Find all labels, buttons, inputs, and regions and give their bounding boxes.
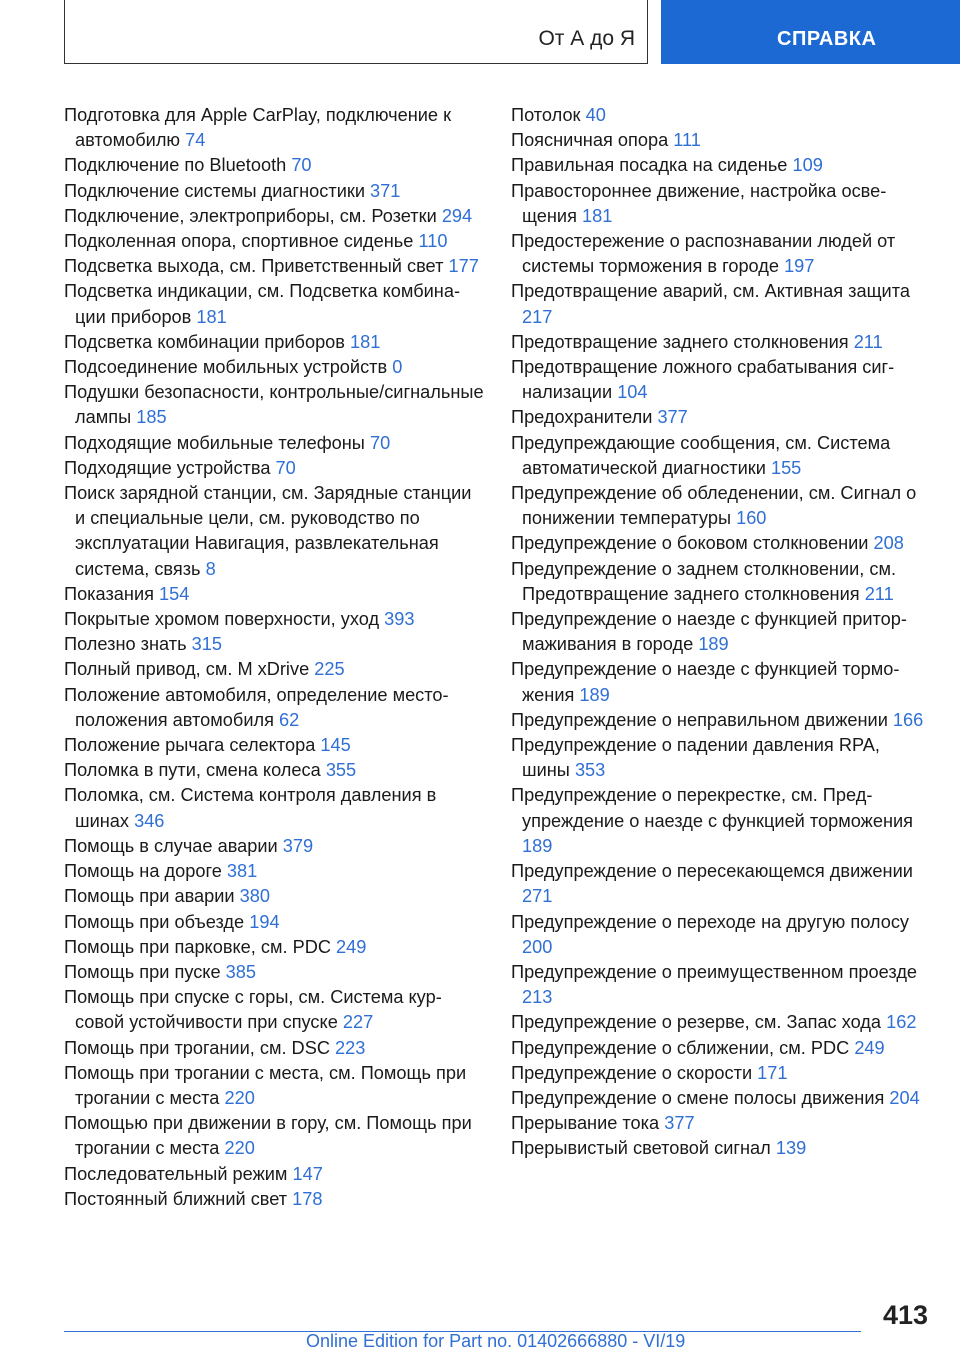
index-entry bbox=[511, 330, 931, 355]
index-entry-page-link[interactable]: 0 bbox=[392, 357, 403, 378]
index-entry-text: Помощь при пуске bbox=[64, 961, 221, 982]
index-entry-text: Помощь в случае аварии bbox=[64, 835, 278, 856]
index-entry bbox=[511, 279, 931, 329]
index-entry-text: Положение рычага селектора bbox=[64, 735, 316, 756]
index-entry bbox=[64, 683, 484, 733]
index-entry bbox=[511, 405, 931, 430]
index-entry-text: Предотвращение заднего столкновения bbox=[511, 331, 849, 352]
index-entry-text: Прерывистый световой сигнал bbox=[511, 1138, 771, 1159]
index-entry-page-link[interactable]: 204 bbox=[889, 1087, 920, 1108]
index-entry bbox=[64, 1187, 484, 1212]
index-entry-text: Помощью при движении в гору, см. Помощь при трогании с места bbox=[64, 1113, 472, 1159]
index-entry-page-link[interactable]: 211 bbox=[864, 583, 894, 604]
index-entry bbox=[64, 607, 484, 632]
index-entry-page-link[interactable]: 353 bbox=[574, 760, 606, 781]
index-entry bbox=[64, 1111, 484, 1161]
index-entry-text: Поиск зарядной станции, см. Зарядные станции и специальные цели, см. руководство по эксплуатации Навигация, развлекательная система, связь bbox=[64, 483, 472, 579]
index-entry-page-link[interactable]: 249 bbox=[854, 1037, 885, 1058]
index-entry bbox=[511, 960, 931, 1010]
index-entry-page-link[interactable]: 171 bbox=[757, 1062, 788, 1083]
index-column-left bbox=[64, 103, 484, 1212]
index-column-right bbox=[511, 103, 931, 1162]
index-entry bbox=[511, 1136, 931, 1161]
index-entry bbox=[64, 1036, 484, 1061]
index-entry bbox=[511, 1036, 931, 1061]
index-entry-text: Подсветка индикации, см. Подсветка комбинации приборов bbox=[64, 281, 461, 327]
index-entry bbox=[64, 330, 484, 355]
index-entry bbox=[511, 481, 931, 531]
index-entry-text: Предохранители bbox=[511, 407, 653, 428]
index-entry-page-link[interactable]: 220 bbox=[224, 1087, 255, 1108]
index-entry-page-link[interactable]: 197 bbox=[784, 256, 815, 277]
index-entry-page-link[interactable]: 160 bbox=[736, 508, 767, 529]
index-entry-text: Предупреждающие сообщения, см. Система автоматической диагностики bbox=[511, 432, 891, 478]
index-entry-text: Постоянный ближний свет bbox=[64, 1188, 288, 1209]
index-entry-text: Подходящие мобильные телефоны bbox=[64, 432, 365, 453]
index-entry-page-link[interactable]: 385 bbox=[225, 961, 257, 982]
index-entry-text: Предупреждение о сближении, см. PDC bbox=[511, 1037, 850, 1058]
index-entry bbox=[511, 355, 931, 405]
index-entry-text: Предупреждение о пересекающемся движении bbox=[511, 861, 913, 882]
index-entry bbox=[511, 910, 931, 960]
index-entry bbox=[64, 582, 484, 607]
index-entry-page-link[interactable]: 371 bbox=[370, 180, 401, 201]
index-entry-page-link[interactable]: 211 bbox=[853, 331, 883, 352]
index-entry-page-link[interactable]: 189 bbox=[698, 634, 729, 655]
index-entry-text: Потолок bbox=[511, 105, 581, 125]
index-entry-page-link[interactable]: 294 bbox=[441, 205, 473, 226]
index-entry-text: Предотвращение ложного срабатывания сигнализации bbox=[511, 357, 895, 403]
index-entry bbox=[511, 1010, 931, 1035]
index-entry-page-link[interactable]: 380 bbox=[239, 886, 271, 907]
index-entry-text: Подсоединение мобильных устройств bbox=[64, 357, 388, 378]
index-entry-page-link[interactable]: 162 bbox=[886, 1012, 917, 1033]
tab-help-label: СПРАВКА bbox=[777, 28, 877, 50]
index-entry-page-link[interactable]: 189 bbox=[522, 835, 553, 856]
index-entry-page-link[interactable]: 181 bbox=[196, 306, 227, 327]
tab-a-to-z-label: От А до Я bbox=[538, 27, 635, 50]
index-entry-text: Помощь при спуске с горы, см. Система курсовой устойчивости при спуске bbox=[64, 987, 442, 1033]
index-entry bbox=[64, 229, 484, 254]
index-entry-page-link[interactable]: 315 bbox=[191, 634, 222, 655]
index-entry-page-link[interactable]: 220 bbox=[224, 1138, 255, 1159]
index-entry bbox=[64, 910, 484, 935]
index-entry-text: Поломка в пути, смена колеса bbox=[64, 760, 321, 781]
index-entry-page-link[interactable]: 104 bbox=[617, 382, 648, 403]
index-entry-page-link[interactable]: 213 bbox=[522, 987, 553, 1008]
index-entry bbox=[511, 1086, 931, 1111]
index-entry-text: Подходящие устройства bbox=[64, 457, 271, 478]
tab-a-to-z[interactable] bbox=[64, 0, 648, 64]
index-entry bbox=[64, 204, 484, 229]
footer-edition: Online Edition for Part no. 01402666880 - VI/19 bbox=[306, 1331, 686, 1351]
index-entry-text: Предупреждение о падении давления RPA, шины bbox=[511, 735, 880, 781]
index-entry bbox=[64, 179, 484, 204]
index-entry-text: Поясничная опора bbox=[511, 130, 669, 151]
index-entry-page-link[interactable]: 177 bbox=[448, 256, 479, 277]
index-entry-page-link[interactable]: 8 bbox=[205, 558, 216, 579]
index-entry bbox=[64, 657, 484, 682]
index-entry-page-link[interactable]: 154 bbox=[159, 583, 190, 604]
index-entry bbox=[64, 1162, 484, 1187]
index-entry bbox=[511, 607, 931, 657]
index-entry-page-link[interactable]: 217 bbox=[522, 306, 553, 327]
index-entry-page-link[interactable]: 185 bbox=[136, 407, 167, 428]
index-entry-page-link[interactable]: 189 bbox=[579, 684, 610, 705]
index-entry bbox=[511, 1111, 931, 1136]
index-entry bbox=[511, 557, 931, 607]
index-entry bbox=[64, 834, 484, 859]
index-entry-text: Показания bbox=[64, 583, 154, 604]
index-entry-text: Предотвращение аварий, см. Активная защита bbox=[511, 281, 910, 302]
index-entry-page-link[interactable]: 379 bbox=[282, 835, 314, 856]
index-entry-text: Помощь при объезде bbox=[64, 911, 245, 932]
index-entry bbox=[511, 657, 931, 707]
index-entry-text: Подготовка для Apple CarPlay, подключение к автомобилю bbox=[64, 105, 452, 151]
index-entry-text: Помощь при трогании, см. DSC bbox=[64, 1037, 330, 1058]
index-entry-text: Поломка, см. Система контроля давления в шинах bbox=[64, 785, 437, 831]
index-entry bbox=[64, 985, 484, 1035]
index-entry-page-link[interactable]: 200 bbox=[522, 936, 553, 957]
index-entry-page-link[interactable]: 178 bbox=[292, 1188, 323, 1209]
index-entry-page-link[interactable]: 346 bbox=[134, 810, 165, 831]
index-entry-page-link[interactable]: 181 bbox=[582, 205, 613, 226]
index-entry-page-link[interactable]: 393 bbox=[384, 609, 415, 630]
index-entry bbox=[511, 431, 931, 481]
tab-help[interactable] bbox=[661, 0, 960, 64]
index-entry-text: Предупреждение о скорости bbox=[511, 1062, 753, 1083]
index-entry-page-link[interactable]: 355 bbox=[325, 760, 357, 781]
index-entry bbox=[64, 355, 484, 380]
header bbox=[0, 0, 960, 66]
index-entry-page-link[interactable]: 70 bbox=[369, 432, 391, 453]
index-entry bbox=[64, 884, 484, 909]
index-entry-page-link[interactable]: 147 bbox=[292, 1163, 323, 1184]
index-entry bbox=[64, 935, 484, 960]
index-entry-page-link[interactable]: 139 bbox=[775, 1138, 807, 1159]
index-entry-text: Помощь на дороге bbox=[64, 861, 222, 882]
index-entry bbox=[64, 758, 484, 783]
index-entry-text: Предупреждение о смене полосы движения bbox=[511, 1087, 885, 1108]
index-entry bbox=[64, 783, 484, 833]
index-entry-page-link[interactable]: 194 bbox=[249, 911, 280, 932]
index-entry bbox=[511, 859, 931, 909]
index-entry bbox=[511, 708, 931, 733]
index-entry-page-link[interactable]: 40 bbox=[585, 105, 606, 125]
index-entry bbox=[64, 103, 484, 153]
index-entry bbox=[64, 254, 484, 279]
index-entry-text: Покрытые хромом поверхности, уход bbox=[64, 609, 380, 630]
index-entry-text: Правильная посадка на сиденье bbox=[511, 155, 788, 176]
index-entry-page-link[interactable]: 166 bbox=[892, 709, 924, 730]
index-entry bbox=[64, 153, 484, 178]
index-entry-text: Положение автомобиля, определение местоположения автомобиля bbox=[64, 684, 449, 730]
index-entry bbox=[64, 960, 484, 985]
index-entry-page-link[interactable]: 70 bbox=[291, 155, 312, 176]
index-entry-page-link[interactable]: 145 bbox=[320, 735, 351, 756]
index-entry-text: Предупреждение о преимущественном проезде bbox=[511, 961, 918, 982]
index-entry bbox=[511, 103, 931, 128]
index-entry-text: Правостороннее движение, настройка освещения bbox=[511, 180, 887, 226]
index-entry-text: Предостережение о распознавании людей от системы торможения в городе bbox=[511, 231, 896, 277]
index-entry-text: Предупреждение об обледенении, см. Сигнал о понижении температуры bbox=[511, 483, 917, 529]
index-entry-text: Помощь при аварии bbox=[64, 886, 235, 907]
index-entry bbox=[511, 179, 931, 229]
index-entry-page-link[interactable]: 271 bbox=[522, 886, 553, 907]
index-entry-page-link[interactable]: 111 bbox=[673, 130, 701, 151]
index-entry-text: Подключение по Bluetooth bbox=[64, 155, 287, 176]
index-entry-page-link[interactable]: 110 bbox=[418, 231, 448, 252]
index-entry-page-link[interactable]: 225 bbox=[314, 659, 345, 680]
index-entry-page-link[interactable]: 223 bbox=[335, 1037, 366, 1058]
index-entry-page-link[interactable]: 377 bbox=[664, 1113, 695, 1134]
index-entry-text: Подключение, электроприборы, см. Розетки bbox=[64, 205, 437, 226]
index-entry-page-link[interactable]: 249 bbox=[336, 936, 367, 957]
index-entry-text: Предупреждение о неправильном движении bbox=[511, 709, 888, 730]
index-entry-page-link[interactable]: 208 bbox=[873, 533, 904, 554]
index-entry-text: Предупреждение о заднем столкновении, см. Предотвращение заднего столкновения bbox=[511, 558, 897, 604]
page-number: 413 bbox=[882, 1300, 928, 1330]
index-entry-page-link[interactable]: 155 bbox=[770, 457, 802, 478]
index-entry-text: Предупреждение о наезде с функцией притормаживания в городе bbox=[511, 609, 907, 655]
index-entry-text: Предупреждение о переходе на другую полосу bbox=[511, 911, 910, 932]
index-entry bbox=[511, 531, 931, 556]
index-entry-text: Полезно знать bbox=[64, 634, 187, 655]
index-entry bbox=[64, 456, 484, 481]
index-entry-text: Прерывание тока bbox=[511, 1113, 660, 1134]
index-entry bbox=[511, 153, 931, 178]
index-entry bbox=[511, 128, 931, 153]
index-entry-text: Предупреждение о резерве, см. Запас хода bbox=[511, 1012, 882, 1033]
index-entry-page-link[interactable]: 62 bbox=[279, 709, 300, 730]
index-entry-text: Полный привод, см. M xDrive bbox=[64, 659, 310, 680]
index-entry bbox=[64, 1061, 484, 1111]
index-entry bbox=[64, 431, 484, 456]
index-entry bbox=[64, 481, 484, 582]
index-entry-text: Помощь при трогании с места, см. Помощь при трогании с места bbox=[64, 1062, 467, 1108]
index-entry-page-link[interactable]: 181 bbox=[350, 331, 381, 352]
index-entry bbox=[64, 380, 484, 430]
index-entry-page-link[interactable]: 377 bbox=[657, 407, 688, 428]
index-entry-page-link[interactable]: 109 bbox=[792, 155, 823, 176]
index-entry-page-link[interactable]: 70 bbox=[275, 457, 296, 478]
index-entry-text: Последовательный режим bbox=[64, 1163, 288, 1184]
index-entry bbox=[64, 733, 484, 758]
index-entry-text: Подсветка выхода, см. Приветственный свет bbox=[64, 256, 444, 277]
index-entry-text: Подушки безопасности, контрольные/сигнальные лампы bbox=[64, 382, 484, 428]
index-entry-text: Подключение системы диагностики bbox=[64, 180, 365, 201]
index-entry bbox=[511, 733, 931, 783]
index-entry-text: Предупреждение о перекрестке, см. Предупреждение о наезде с функцией торможения bbox=[511, 785, 914, 831]
index-entry-text: Подколенная опора, спортивное сиденье bbox=[64, 231, 414, 252]
index-entry bbox=[64, 279, 484, 329]
index-entry bbox=[64, 632, 484, 657]
index-entry-page-link[interactable]: 74 bbox=[185, 130, 206, 151]
index-entry-text: Помощь при парковке, см. PDC bbox=[64, 936, 331, 957]
index-entry bbox=[511, 229, 931, 279]
index-entry-page-link[interactable]: 227 bbox=[342, 1012, 374, 1033]
index-entry-text: Подсветка комбинации приборов bbox=[64, 331, 345, 352]
index-entry bbox=[511, 1061, 931, 1086]
index-entry-page-link[interactable]: 381 bbox=[226, 861, 258, 882]
index-entry-text: Предупреждение о боковом столкновении bbox=[511, 533, 869, 554]
index-entry bbox=[64, 859, 484, 884]
index-entry bbox=[511, 783, 931, 859]
index-entry-text: Предупреждение о наезде с функцией торможения bbox=[511, 659, 900, 705]
